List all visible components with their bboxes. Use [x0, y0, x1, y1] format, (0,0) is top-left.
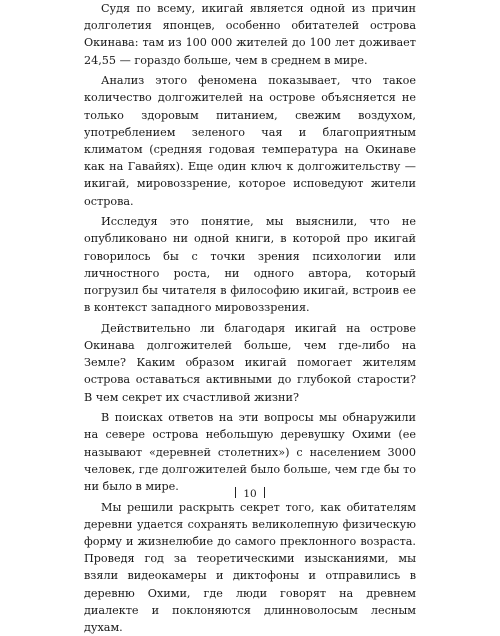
paragraph-2: Анализ этого феномена показывает, что такое количество долгожителей на острове объясняется не только здоровым питанием, свежим воздухом, употреблением зеленого чая и благоприятным климатом (средняя годовая температура на Окинаве как на Гавайях). Еще один ключ к долгожительству — икигай, мировоззрение, которое исповедуют жители острова.: [84, 74, 416, 208]
page-number: 10: [243, 488, 257, 500]
right-divider: [264, 487, 265, 498]
page-number-footer: [0, 487, 500, 500]
paragraph-5: В поисках ответов на эти вопросы мы обнаружили на севере острова небольшую деревушку Охими (ее называют «деревней столетних») с населением 3000 человек, где долгожителей было больше, чем где бы то ни было в мире.: [84, 411, 416, 494]
paragraph-1: Судя по всему, икигай является одной из причин долголетия японцев, особенно обитателей острова Окинава: там из 100 000 жителей до 100 лет доживает 24,55 — гораздо больше, чем в среднем в мире.: [84, 2, 416, 67]
body-text: [84, 0, 416, 636]
paragraph-3: Исследуя это понятие, мы выяснили, что не опубликовано ни одной книги, в которой про икигай говорилось бы с точки зрения психологии или личностного роста, ни одного автора, который погрузил бы читателя в философию икигай, встроив ее в контекст западного мировоззрения.: [84, 215, 416, 315]
paragraph-4: Действительно ли благодаря икигай на острове Окинава долгожителей больше, чем где-либо на Земле? Каким образом икигай помогает жителям острова оставаться активными до глубокой старости? В чем секрет их счастливой жизни?: [84, 321, 416, 404]
paragraph-6: Мы решили раскрыть секрет того, как обитателям деревни удается сохранять великолепную физическую форму и жизнелюбие до самого преклонного возраста. Проведя год за теоретическими изысканиями, мы взяли видеокамеры и диктофоны и отправились в деревню Охими, где люди говорят на древнем диалекте и поклоняются длинноволосым лесным духам.: [84, 500, 416, 635]
left-divider: [235, 487, 236, 498]
